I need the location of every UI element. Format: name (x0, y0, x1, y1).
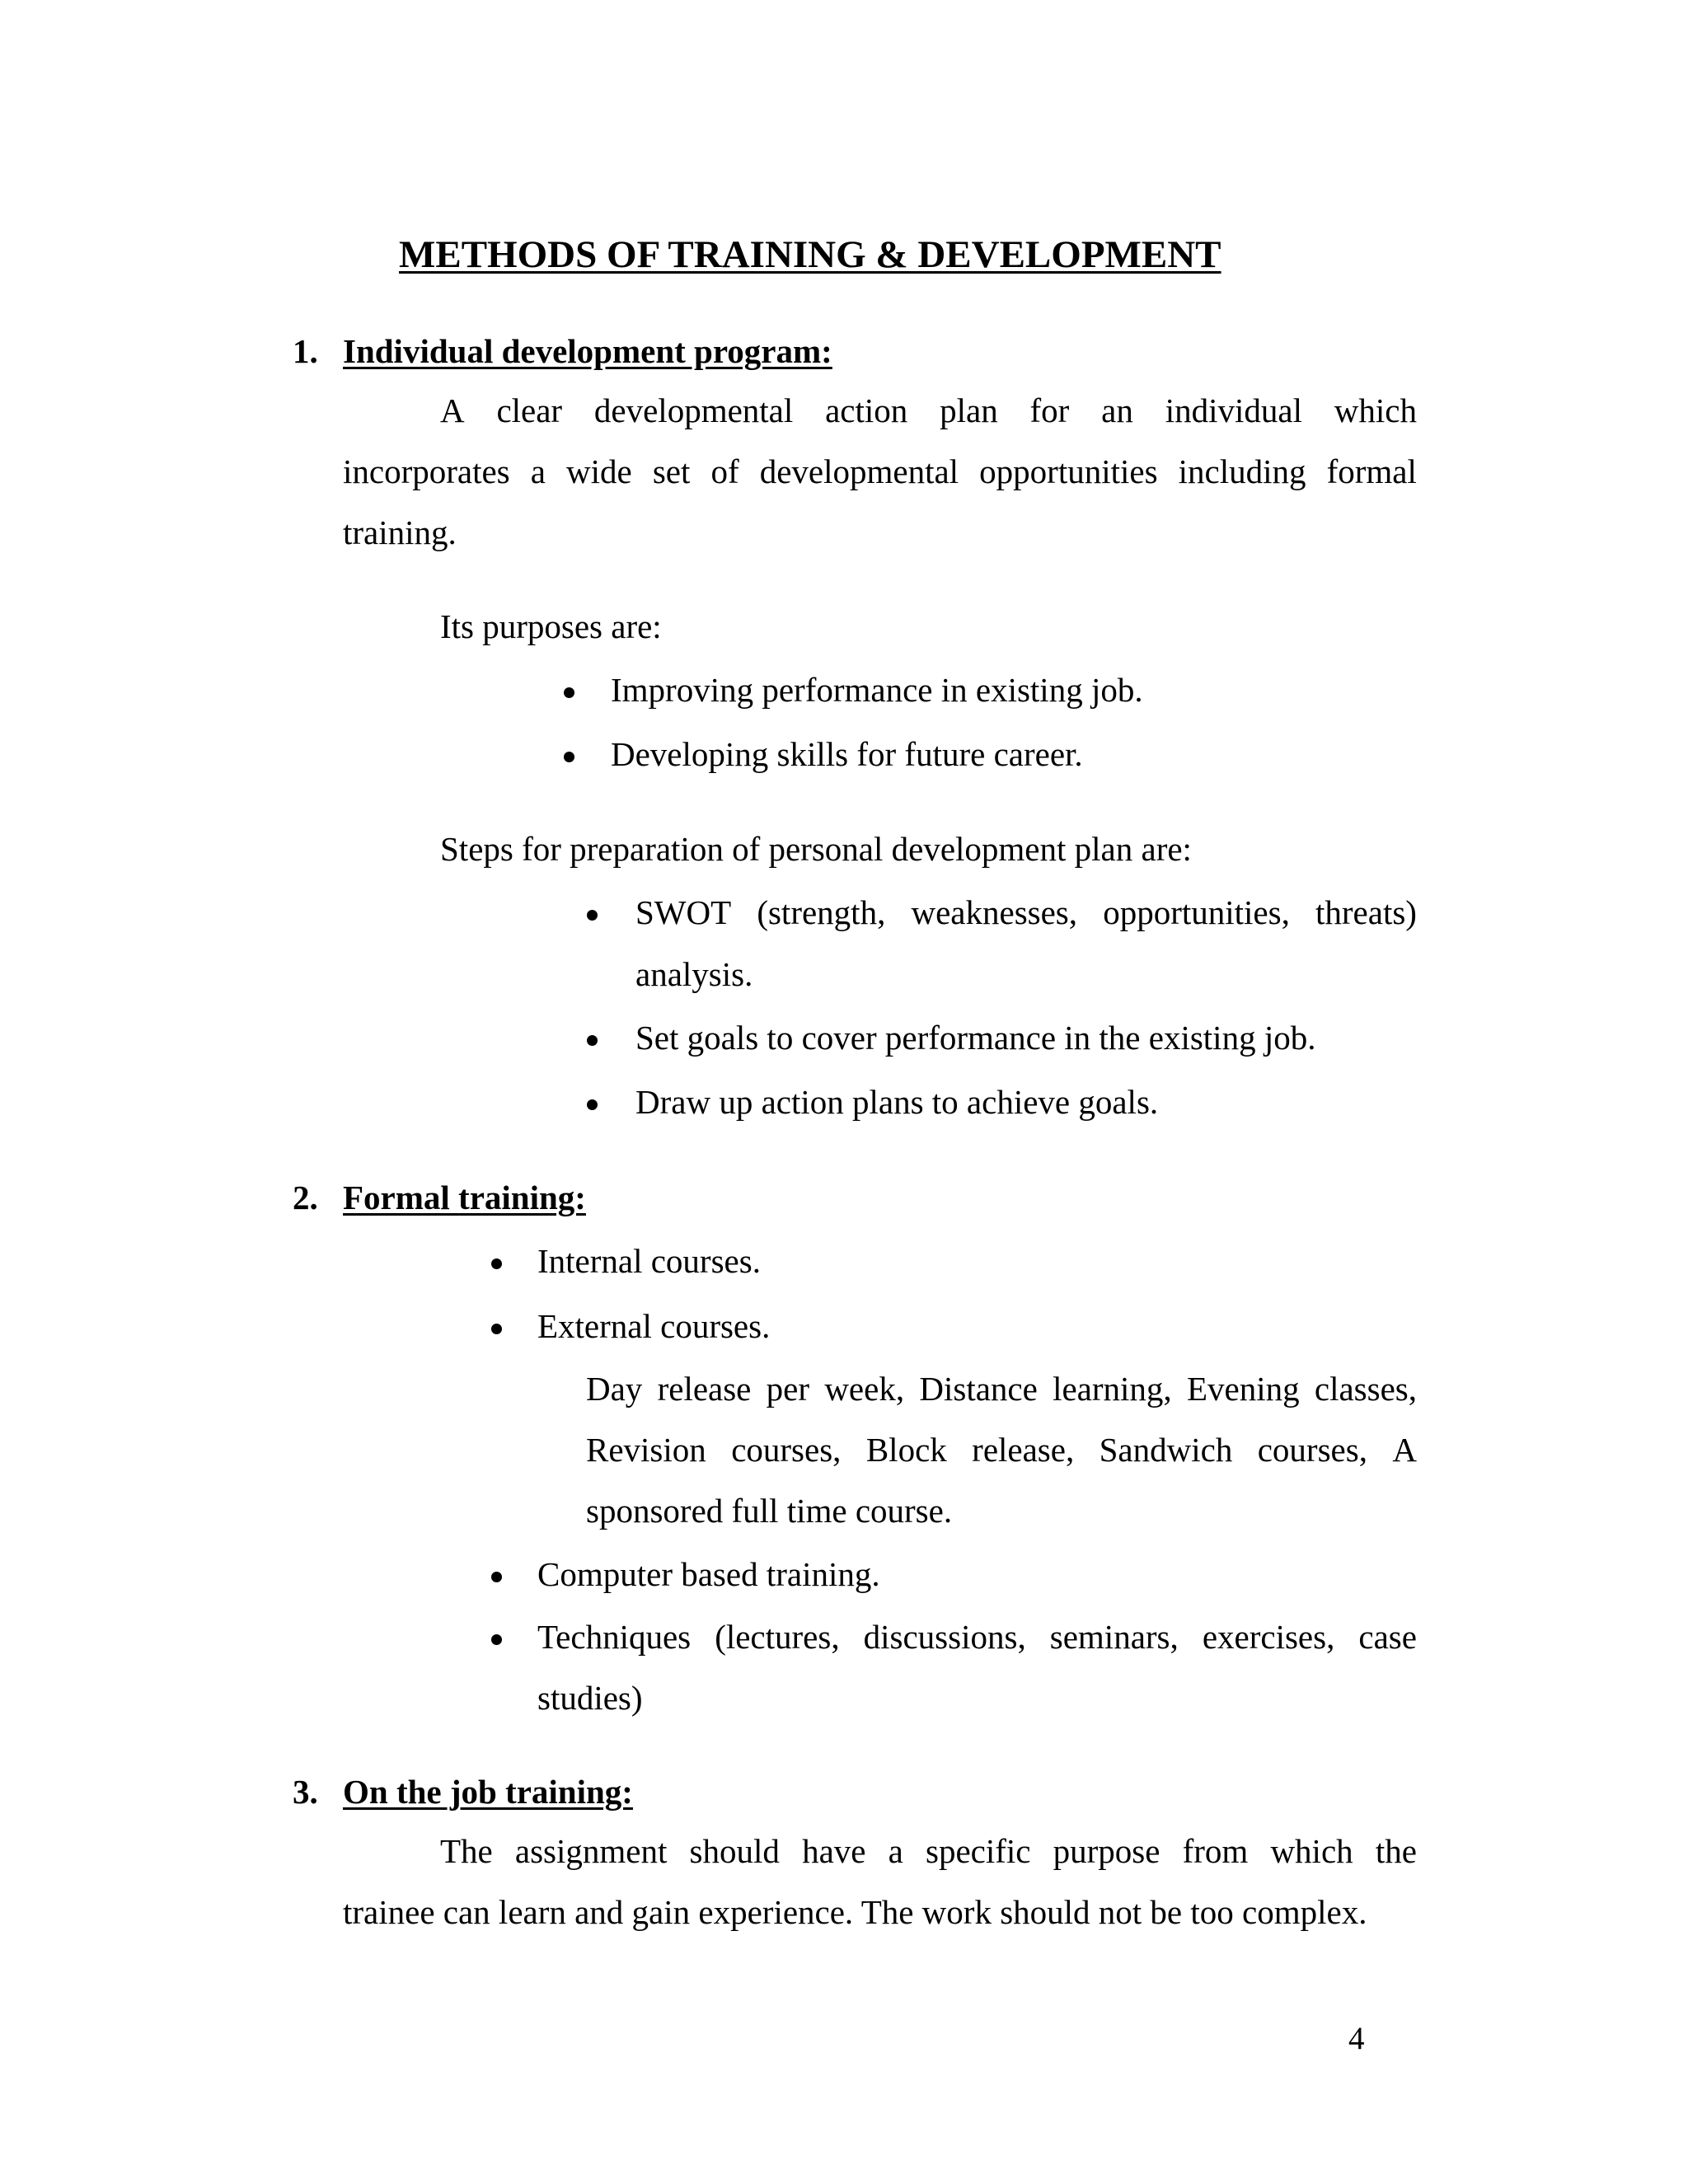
list-item (537, 1617, 1417, 1657)
word: developmental (759, 452, 959, 490)
word: clear (496, 391, 563, 429)
bullet-icon (491, 1634, 502, 1645)
section-heading: Formal training: (343, 1179, 586, 1216)
word: week, (824, 1370, 905, 1408)
bullet-icon (564, 687, 574, 698)
word: individual (1165, 391, 1302, 429)
list-item: Improving performance in existing job. (611, 671, 1143, 709)
bullet-icon (587, 910, 598, 921)
word: which (1270, 1832, 1353, 1870)
word: Evening (1186, 1370, 1300, 1408)
list-item-continued: analysis. (635, 955, 753, 993)
bullet-icon (587, 1035, 598, 1046)
section-heading: On the job training: (343, 1773, 633, 1811)
paragraph-line (440, 391, 1417, 430)
purposes-intro: Its purposes are: (440, 607, 662, 645)
word: action (825, 391, 908, 429)
word: assignment (514, 1832, 668, 1870)
paragraph-line (440, 1831, 1417, 1871)
list-item: Internal courses. (537, 1242, 761, 1280)
word: courses, (1257, 1431, 1367, 1469)
word: opportunities, (1103, 893, 1290, 931)
word: weaknesses, (911, 893, 1078, 931)
word: (lectures, (715, 1618, 840, 1656)
word: discussions, (863, 1618, 1026, 1656)
paragraph-line: training. (343, 513, 457, 551)
paragraph-line: trainee can learn and gain experience. The work should not be too complex. (343, 1893, 1367, 1931)
bullet-icon (491, 1258, 502, 1269)
section-number: 1. (293, 332, 318, 370)
word: Distance (919, 1370, 1038, 1408)
word: a (888, 1832, 903, 1870)
word: developmental (593, 391, 794, 429)
page-number: 4 (1348, 2021, 1365, 2056)
word: Techniques (537, 1618, 692, 1656)
word: (strength, (757, 893, 886, 931)
word: opportunities (979, 452, 1158, 490)
word: exercises, (1202, 1618, 1335, 1656)
list-item: Computer based training. (537, 1555, 880, 1593)
word: plan (940, 391, 998, 429)
word: Day (586, 1370, 643, 1408)
list-item: Set goals to cover performance in the existing job. (635, 1019, 1316, 1057)
word: of (710, 452, 739, 490)
word: case (1358, 1618, 1417, 1656)
word: from (1182, 1832, 1249, 1870)
page-title: METHODS OF TRAINING & DEVELOPMENT (399, 233, 1221, 276)
word: including (1178, 452, 1306, 490)
bullet-icon (587, 1099, 598, 1110)
word: an (1101, 391, 1133, 429)
word: for (1029, 391, 1070, 429)
list-item-continued: studies) (537, 1679, 643, 1717)
list-item: External courses. (537, 1307, 771, 1345)
word: classes, (1314, 1370, 1417, 1408)
steps-intro: Steps for preparation of personal development plan are: (440, 830, 1192, 868)
word: a (530, 452, 546, 490)
word: Block (865, 1431, 947, 1469)
word: The (440, 1832, 493, 1870)
section-number: 2. (293, 1179, 318, 1216)
sub-paragraph-line (586, 1369, 1417, 1408)
word: per (766, 1370, 810, 1408)
section-heading: Individual development program: (343, 332, 832, 370)
word: have (802, 1832, 866, 1870)
word: SWOT (635, 893, 732, 931)
word: Sandwich (1099, 1431, 1233, 1469)
bullet-icon (564, 752, 574, 762)
bullet-icon (491, 1324, 502, 1334)
word: threats) (1315, 893, 1417, 931)
word: learning, (1053, 1370, 1172, 1408)
word: A (440, 391, 465, 429)
sub-paragraph-line: sponsored full time course. (586, 1492, 953, 1530)
word: A (1392, 1431, 1417, 1469)
word: purpose (1053, 1832, 1160, 1870)
word: should (689, 1832, 780, 1870)
list-item: Developing skills for future career. (611, 735, 1083, 773)
word: release (657, 1370, 752, 1408)
word: incorporates (343, 452, 510, 490)
word: the (1375, 1832, 1417, 1870)
sub-paragraph-line (586, 1430, 1417, 1469)
section-number: 3. (293, 1773, 318, 1811)
list-item (635, 893, 1417, 932)
word: which (1334, 391, 1417, 429)
word: formal (1326, 452, 1417, 490)
list-item: Draw up action plans to achieve goals. (635, 1083, 1159, 1121)
word: Revision (586, 1431, 706, 1469)
word: seminars, (1049, 1618, 1179, 1656)
paragraph-line (343, 452, 1417, 491)
word: courses, (731, 1431, 842, 1469)
bullet-icon (491, 1572, 502, 1582)
word: set (652, 452, 691, 490)
word: specific (925, 1832, 1031, 1870)
word: release, (972, 1431, 1075, 1469)
word: wide (566, 452, 632, 490)
